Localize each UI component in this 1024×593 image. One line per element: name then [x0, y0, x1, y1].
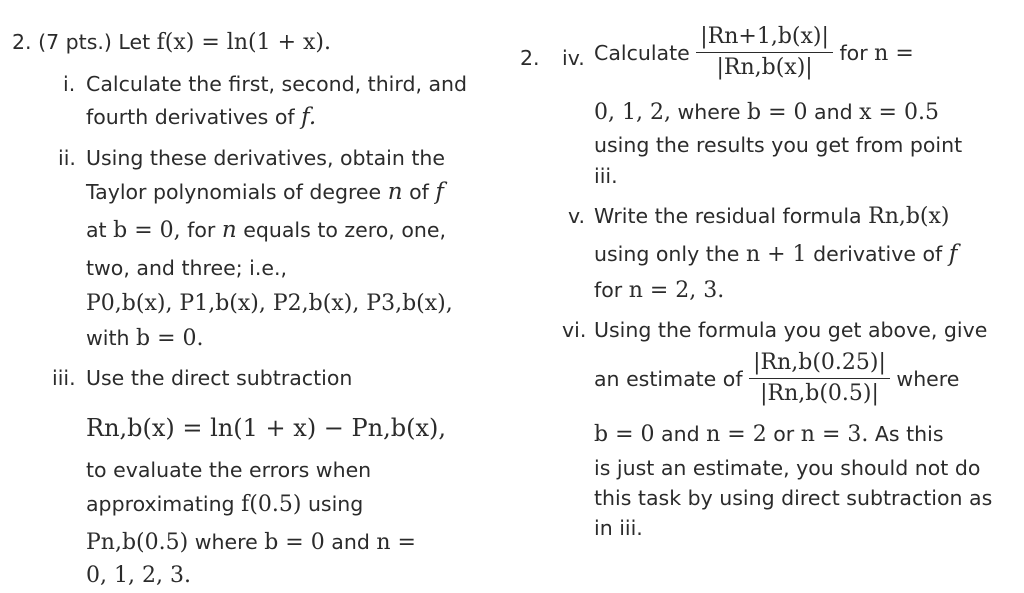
- item-ii-line-3: at b = 0, for n equals to zero, one,: [86, 217, 447, 243]
- question-number-continued: 2.: [520, 46, 540, 70]
- item-i-line-2: fourth derivatives of f.: [86, 104, 317, 130]
- fraction-numerator: |Rn+1,b(x)|: [700, 23, 829, 49]
- item-vi-line-1: Using the formula you get above, give: [594, 318, 988, 342]
- item-iii-line-2: to evaluate the errors when: [86, 458, 372, 482]
- question-header: 2. (7 pts.) Let f(x) = ln(1 + x).: [12, 30, 331, 55]
- item-ii-line-4: two, and three; i.e.,: [86, 256, 287, 280]
- ratio-fraction-iv: [696, 22, 833, 83]
- item-iv-line-2: 0, 1, 2, where b = 0 and x = 0.5: [594, 100, 939, 125]
- item-v-line-1: Write the residual formula Rn,b(x): [594, 204, 950, 229]
- ratio-fraction-vi: [749, 348, 890, 409]
- item-ii-line-2: Taylor polynomials of degree n of f: [86, 179, 444, 205]
- item-label-iii: iii.: [52, 366, 76, 390]
- item-i-line-1: Calculate the first, second, third, and: [86, 72, 468, 96]
- fraction-denominator: |Rn,b(x)|: [716, 54, 813, 80]
- item-iii-line-4: Pn,b(0.5) where b = 0 and n =: [86, 530, 416, 555]
- item-vi-line-4: is just an estimate, you should not do: [594, 456, 981, 480]
- item-ii-line-6: with b = 0.: [86, 326, 204, 351]
- item-ii-line-1: Using these derivatives, obtain the: [86, 146, 445, 170]
- item-label-ii: ii.: [58, 146, 76, 170]
- item-vi-line-6: in iii.: [594, 516, 643, 540]
- item-iv-line-3: using the results you get from point: [594, 133, 963, 157]
- item-iii-line-1: Use the direct subtraction: [86, 366, 353, 390]
- item-label-v: v.: [568, 204, 586, 228]
- item-vi-line-5: this task by using direct subtraction as: [594, 486, 993, 510]
- item-v-line-2: using only the n + 1 derivative of f: [594, 241, 958, 267]
- taylor-polynomials-list: P0,b(x), P1,b(x), P2,b(x), P3,b(x),: [86, 291, 453, 316]
- fraction-denominator: |Rn,b(0.5)|: [760, 380, 879, 406]
- item-vi-line-3: b = 0 and n = 2 or n = 3. As this: [594, 422, 944, 447]
- item-iv-line-4: iii.: [594, 164, 618, 188]
- item-v-line-3: for n = 2, 3.: [594, 278, 725, 303]
- residual-equation: Rn,b(x) = ln(1 + x) − Pn,b(x),: [86, 414, 447, 442]
- item-label-i: i.: [63, 72, 76, 96]
- function-definition: f(x) = ln(1 + x).: [156, 30, 331, 55]
- item-iv-line-1: Calculate $\frac{|Rn+1,b(x)|}{|Rn,b(x)|}$ for n =: [594, 22, 914, 85]
- item-iii-line-3: approximating f(0.5) using: [86, 492, 364, 517]
- item-label-vi: vi.: [562, 318, 587, 342]
- fraction-numerator: |Rn,b(0.25)|: [753, 349, 886, 375]
- item-iii-line-5: 0, 1, 2, 3.: [86, 563, 191, 588]
- item-vi-line-2: an estimate of $\frac{|Rn,b(0.25)|}{|Rn,b(0.5)|}$ where: [594, 348, 959, 411]
- item-label-iv: iv.: [562, 46, 585, 70]
